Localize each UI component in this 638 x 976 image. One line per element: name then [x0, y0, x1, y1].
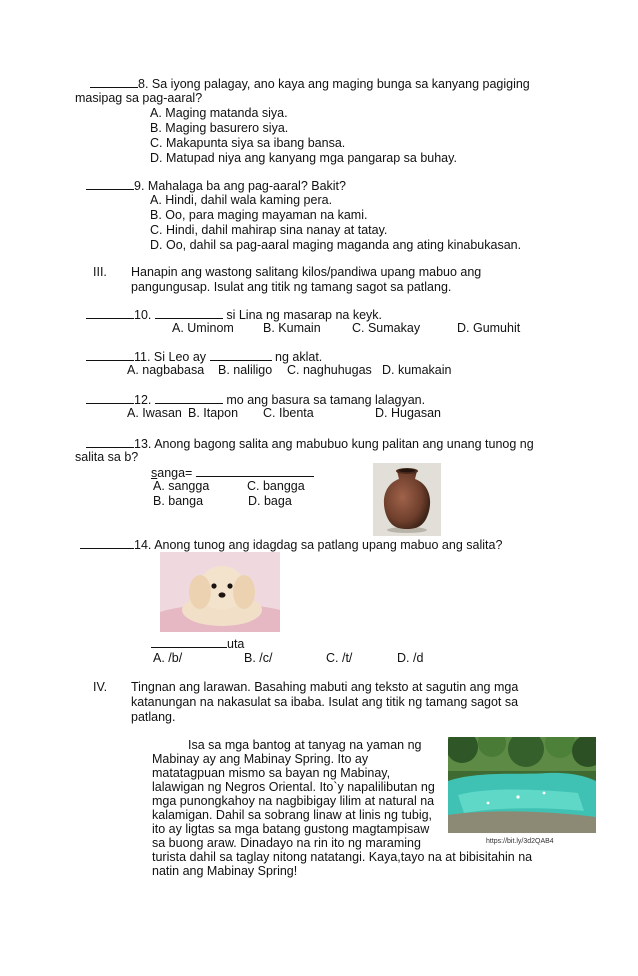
- passage-line-6: kalamigan. Dahil sa sobrang linaw at linis ng tubig,: [152, 808, 433, 822]
- q13-line1: 13. Anong bagong salita ang mabubuo kung palitan ang unang tunog ng: [86, 436, 534, 451]
- q8-choice-d: D. Matupad niya ang kanyang mga pangarap sa buhay.: [150, 151, 457, 165]
- clay-jar-icon: [373, 463, 441, 536]
- q12-choice-a: A. Iwasan: [127, 406, 182, 420]
- q8-line2: masipag sa pag-aaral?: [75, 91, 203, 105]
- q13-choice-c: C. bangga: [247, 479, 305, 493]
- q11-line: 11. Si Leo ay ng aklat.: [86, 349, 322, 364]
- section-3-numeral: III.: [93, 265, 107, 279]
- mabinay-spring-image: [448, 737, 596, 833]
- q9-choice-a: A. Hindi, dahil wala kaming pera.: [150, 193, 333, 207]
- q8-choice-a: A. Maging matanda siya.: [150, 106, 288, 120]
- fill-blank-14[interactable]: [151, 636, 227, 648]
- q10-choice-b: B. Kumain: [263, 321, 321, 335]
- answer-blank-9[interactable]: [86, 178, 134, 190]
- answer-blank-11[interactable]: [86, 349, 134, 361]
- q10-choice-d: D. Gumuhit: [457, 321, 521, 335]
- passage-line-7: ito ay ligtas sa mga batang gustong magtampisaw: [152, 822, 430, 836]
- answer-blank-8[interactable]: [90, 76, 138, 88]
- q13-choice-b: B. banga: [153, 494, 204, 508]
- passage-line-1: Isa sa mga bantog at tanyag na yaman ng: [188, 738, 422, 752]
- q10-choice-a: A. Uminom: [172, 321, 234, 335]
- answer-blank-14[interactable]: [80, 537, 134, 549]
- q12-choice-b: B. Itapon: [188, 406, 239, 420]
- q8-line1: 8. Sa iyong palagay, ano kaya ang maging bunga sa kanyang pagiging: [90, 76, 530, 91]
- passage-line-9: turista dahil sa taglay nitong natatangi. Kaya,tayo na at bibisitahin na: [152, 850, 533, 864]
- q14-choice-a: A. /b/: [153, 651, 183, 665]
- clay-jar-image: [373, 463, 441, 536]
- q14-choice-b: B. /c/: [244, 651, 273, 665]
- q9-line: 9. Mahalaga ba ang pag-aaral? Bakit?: [86, 178, 346, 193]
- q9-choice-c: C. Hindi, dahil mahirap sina nanay at tatay.: [150, 223, 388, 237]
- q13-choice-d: D. baga: [248, 494, 292, 508]
- q14-line: 14. Anong tunog ang idagdag sa patlang upang mabuo ang salita?: [80, 537, 502, 552]
- section-4-line2: katanungan na nakasulat sa ibaba. Isulat ang titik ng tamang sagot sa: [131, 695, 519, 709]
- passage-line-3: matatagpuan mismo sa bayan ng Mabinay,: [152, 766, 391, 780]
- q8-choice-c: C. Makapunta siya sa ibang bansa.: [150, 136, 346, 150]
- q11-choice-b: B. naliligo: [218, 363, 273, 377]
- q12-choice-d: D. Hugasan: [375, 406, 442, 420]
- q13-choice-a: A. sangga: [153, 479, 210, 493]
- answer-blank-13[interactable]: [86, 436, 134, 448]
- q12-choice-c: C. Ibenta: [263, 406, 314, 420]
- section-4-line1: Tingnan ang larawan. Basahing mabuti ang teksto at sagutin ang mga: [131, 680, 519, 694]
- section-4-numeral: IV.: [93, 680, 108, 694]
- q11-choice-c: C. naghuhugas: [287, 363, 372, 377]
- image-source-caption: https://bit.ly/3d2QAB4: [486, 838, 554, 845]
- puppy-image: [160, 552, 280, 632]
- passage-line-8: sa buong araw. Dinadayo na rin ito ng maraming: [152, 836, 421, 850]
- q9-choice-b: B. Oo, para maging mayaman na kami.: [150, 208, 368, 222]
- passage-line-4: lalawigan ng Negros Oriental. Ito`y napalilibutan ng: [152, 780, 435, 794]
- q13-underlined-letter: s: [151, 466, 158, 480]
- passage-line-10: natin ang Mabinay Spring!: [152, 864, 298, 878]
- q14-choice-c: C. /t/: [326, 651, 353, 665]
- q10-choice-c: C. Sumakay: [352, 321, 421, 335]
- q13-line2: salita sa b?: [75, 450, 139, 464]
- q11-choice-d: D. kumakain: [382, 363, 452, 377]
- passage-line-5: mga punongkahoy na nagbibigay lilim at natural na: [152, 794, 435, 808]
- q10-line: 10. si Lina ng masarap na keyk.: [86, 307, 382, 322]
- section-4-line3: patlang.: [131, 710, 176, 724]
- answer-blank-10[interactable]: [86, 307, 134, 319]
- q8-choice-b: B. Maging basurero siya.: [150, 121, 289, 135]
- q11-choice-a: A. nagbabasa: [127, 363, 205, 377]
- q14-choice-d: D. /d: [397, 651, 424, 665]
- q12-line: 12. mo ang basura sa tamang lalagyan.: [86, 392, 425, 407]
- passage-line-2: Mabinay ay ang Mabinay Spring. Ito ay: [152, 752, 369, 766]
- fill-blank-10[interactable]: [155, 307, 223, 319]
- q9-choice-d: D. Oo, dahil sa pag-aaral maging maganda ang ating kinabukasan.: [150, 238, 522, 252]
- q13-word: sanga=: [151, 465, 314, 480]
- fill-blank-12[interactable]: [155, 392, 223, 404]
- section-3-line1: Hanapin ang wastong salitang kilos/pandiwa upang mabuo ang: [131, 265, 482, 279]
- q14-word: uta: [151, 636, 244, 651]
- fill-blank-13[interactable]: [196, 465, 314, 477]
- fill-blank-11[interactable]: [210, 349, 272, 361]
- section-3-line2: pangungusap. Isulat ang titik ng tamang sagot sa patlang.: [131, 280, 452, 294]
- spring-landscape-icon: [448, 737, 596, 833]
- puppy-icon: [160, 552, 280, 632]
- answer-blank-12[interactable]: [86, 392, 134, 404]
